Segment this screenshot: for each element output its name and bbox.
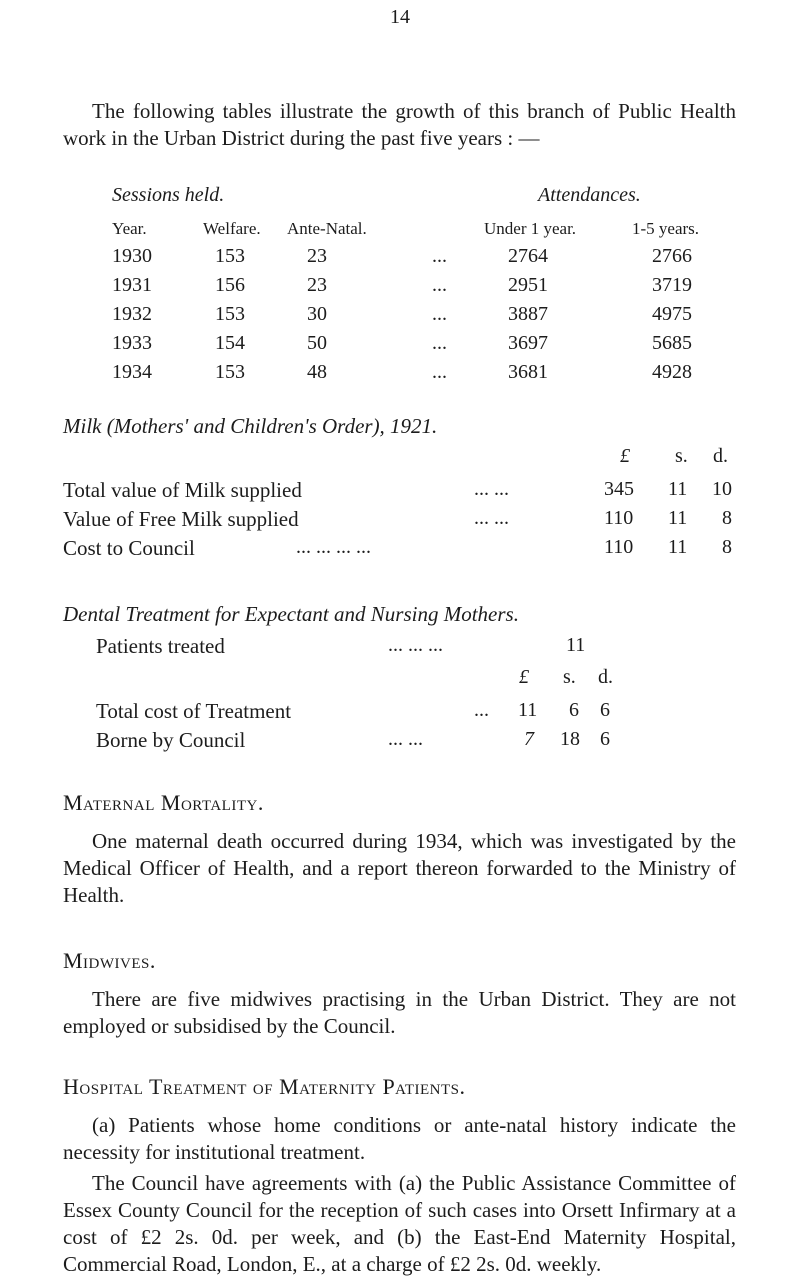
maternal-heading: Maternal Mortality. bbox=[63, 790, 264, 815]
cell-1-5: 4975 bbox=[652, 303, 692, 325]
dental-heading: Dental Treatment for Expectant and Nursing Mothers. bbox=[63, 602, 519, 626]
cell-welfare: 156 bbox=[215, 274, 245, 296]
col-header-1-5-years: 1-5 years. bbox=[632, 219, 700, 238]
cell-welfare: 153 bbox=[215, 303, 245, 325]
cell-antenatal: 23 bbox=[307, 274, 327, 296]
attendances-group-header: Attendances. bbox=[538, 184, 641, 206]
cell-year: 1934 bbox=[112, 361, 152, 383]
intro-paragraph: The following tables illustrate the growth of this branch of Public Health work in the Urban District during the past five years : — bbox=[63, 99, 736, 150]
shillings-value: 11 bbox=[668, 478, 688, 500]
hospital-paragraph-a: (a) Patients whose home conditions or ante-natal history indicate the necessity for institutional treatment. bbox=[63, 1113, 736, 1164]
midwives-paragraph: There are five midwives practising in the Urban District. They are not employed or subsidised by the Council. bbox=[63, 987, 736, 1038]
milk-row bbox=[0, 478, 800, 506]
cell-under-1: 3697 bbox=[508, 332, 548, 354]
col-header-welfare: Welfare. bbox=[203, 219, 261, 238]
sessions-group-header: Sessions held. bbox=[112, 184, 225, 206]
pounds-value: 110 bbox=[604, 507, 634, 529]
leader-dots: ... bbox=[474, 699, 489, 721]
currency-header bbox=[0, 445, 800, 473]
shillings-value: 11 bbox=[668, 536, 688, 558]
cell-year: 1932 bbox=[112, 303, 152, 325]
pounds-value: 7 bbox=[524, 728, 534, 750]
table-row bbox=[0, 274, 800, 302]
leader-dots: ... bbox=[432, 361, 447, 383]
pence-header: d. bbox=[598, 666, 613, 688]
col-header-antenatal: Ante-Natal. bbox=[287, 219, 367, 238]
midwives-heading: Midwives. bbox=[63, 948, 156, 973]
cell-antenatal: 48 bbox=[307, 361, 327, 383]
leader-dots: ... bbox=[432, 245, 447, 267]
leader-dots: ... bbox=[432, 274, 447, 296]
milk-row bbox=[0, 507, 800, 535]
cell-year: 1930 bbox=[112, 245, 152, 267]
leader-dots: ... ... ... ... bbox=[296, 536, 371, 558]
cell-welfare: 154 bbox=[215, 332, 245, 354]
leader-dots: ... ... bbox=[474, 478, 509, 500]
pence-value: 6 bbox=[600, 728, 610, 750]
table-row bbox=[0, 245, 800, 273]
cell-year: 1933 bbox=[112, 332, 152, 354]
col-header-under-1-year: Under 1 year. bbox=[484, 219, 577, 238]
shillings-header: s. bbox=[675, 445, 688, 467]
pounds-value: 11 bbox=[518, 699, 538, 721]
pound-symbol: £ bbox=[620, 445, 630, 467]
pence-header: d. bbox=[713, 445, 728, 467]
dental-row bbox=[0, 728, 800, 756]
cell-under-1: 3887 bbox=[508, 303, 548, 325]
row-label: Borne by Council bbox=[96, 728, 246, 752]
table-row bbox=[0, 361, 800, 389]
patients-value: 11 bbox=[566, 634, 586, 656]
cell-antenatal: 30 bbox=[307, 303, 327, 325]
row-label: Total cost of Treatment bbox=[96, 699, 292, 723]
maternal-paragraph: One maternal death occurred during 1934, which was investigated by the Medical Officer of Health, and a report thereon forwarded to the Ministry of Health. bbox=[63, 829, 736, 907]
pounds-value: 110 bbox=[604, 536, 634, 558]
pence-value: 8 bbox=[722, 536, 732, 558]
pence-value: 10 bbox=[712, 478, 732, 500]
leader-dots: ... bbox=[432, 332, 447, 354]
dental-row bbox=[0, 699, 800, 727]
page-number: 14 bbox=[390, 6, 410, 28]
pound-symbol: £ bbox=[519, 666, 529, 688]
shillings-header: s. bbox=[563, 666, 576, 688]
row-label: Value of Free Milk supplied bbox=[63, 507, 299, 531]
pence-value: 6 bbox=[600, 699, 610, 721]
cell-welfare: 153 bbox=[215, 361, 245, 383]
cell-1-5: 4928 bbox=[652, 361, 692, 383]
cell-year: 1931 bbox=[112, 274, 152, 296]
cell-1-5: 2766 bbox=[652, 245, 692, 267]
cell-welfare: 153 bbox=[215, 245, 245, 267]
table-row bbox=[0, 303, 800, 331]
currency-header bbox=[0, 666, 800, 694]
cell-1-5: 3719 bbox=[652, 274, 692, 296]
leader-dots: ... ... bbox=[388, 728, 423, 750]
table-row bbox=[0, 332, 800, 360]
row-label: Total value of Milk supplied bbox=[63, 478, 302, 502]
shillings-value: 11 bbox=[668, 507, 688, 529]
shillings-value: 18 bbox=[560, 728, 580, 750]
cell-under-1: 3681 bbox=[508, 361, 548, 383]
pounds-value: 345 bbox=[604, 478, 634, 500]
row-label: Cost to Council bbox=[63, 536, 195, 560]
col-header-year: Year. bbox=[112, 219, 147, 238]
hospital-heading: Hospital Treatment of Maternity Patients. bbox=[63, 1074, 466, 1099]
cell-antenatal: 23 bbox=[307, 245, 327, 267]
patients-row bbox=[0, 634, 800, 662]
cell-1-5: 5685 bbox=[652, 332, 692, 354]
shillings-value: 6 bbox=[569, 699, 579, 721]
leader-dots: ... bbox=[432, 303, 447, 325]
hospital-paragraph-agreements: The Council have agreements with (a) the Public Assistance Committee of Essex County Council for the reception of such cases into Orsett Infirmary at a cost of £2 2s. 0d. per week, and (b) the East-End Maternity Hospital, Commercial Road, London, E., at a charge of £2 2s. 0d. weekly. bbox=[63, 1171, 736, 1276]
cell-under-1: 2951 bbox=[508, 274, 548, 296]
leader-dots: ... ... ... bbox=[388, 634, 443, 656]
milk-heading: Milk (Mothers' and Children's Order), 1921. bbox=[63, 414, 438, 438]
pence-value: 8 bbox=[722, 507, 732, 529]
milk-row bbox=[0, 536, 800, 564]
leader-dots: ... ... bbox=[474, 507, 509, 529]
cell-antenatal: 50 bbox=[307, 332, 327, 354]
patients-label: Patients treated bbox=[96, 634, 225, 658]
cell-under-1: 2764 bbox=[508, 245, 548, 267]
